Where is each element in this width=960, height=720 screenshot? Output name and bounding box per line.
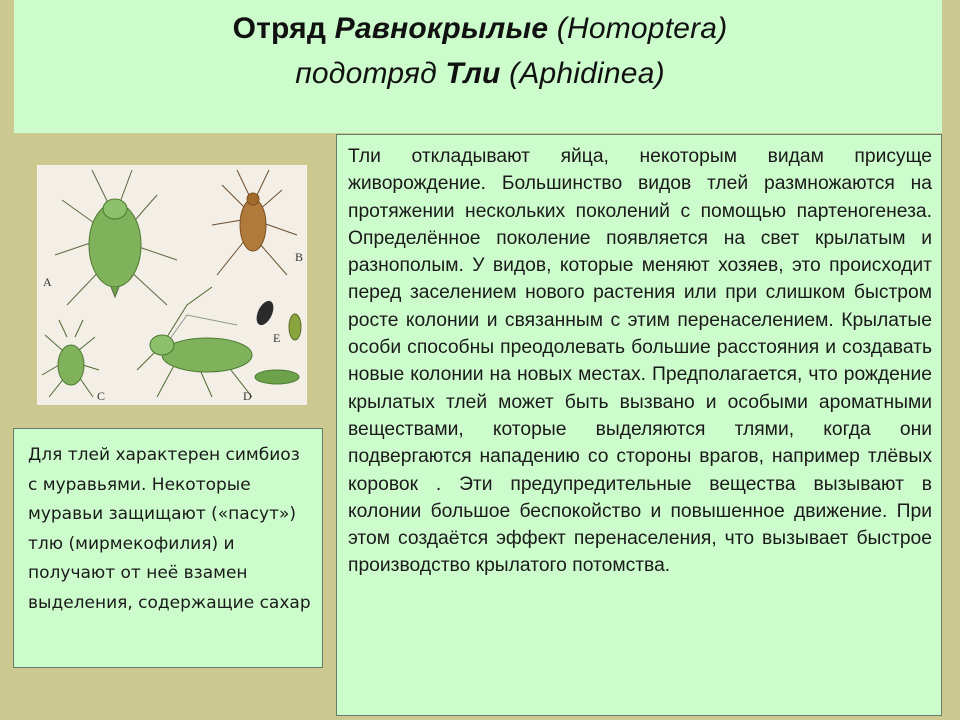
figure-label-a: A [43,275,52,289]
figure-label-b: B [295,250,304,264]
title-order-prefix: Отряд [232,12,327,45]
aphid-c-drawing [42,320,99,397]
title-order-latin: (Homoptera) [556,12,728,45]
aphid-a-drawing [55,170,177,305]
egg-green-drawing [289,314,301,340]
aphid-drawing [37,165,307,405]
figure-label-c: C [97,389,106,403]
title-line-2 [0,57,960,91]
side-text: Для тлей характерен симбиоз с муравьями. Некоторые муравьи защищают («пасут») тлю (мирмекофилия) и получают от неё взамен выделения, содержащие сахар [28,445,311,613]
side-text-panel [13,428,323,668]
title-line-1 [0,12,960,46]
title-suborder-name: Тли [445,57,501,90]
figure-label-e: E [273,331,281,345]
title-suborder-prefix: подотряд [295,57,437,90]
title-order-name: Равнокрылые [334,12,549,45]
main-text: Тли откладывают яйца, некоторым видам присуще живорождение. Большинство видов тлей размножаются на протяжении нескольких поколений с помощью партеногенеза. Определённое поколение появляется на свет крылатым и разнополым. У видов, которые меняют хозяев, это происходит перед заселением нового растения или при слишком быстром росте колонии и связанным с этим перенаселением. Крылатые особи способны преодолевать большие расстояния и создавать новые колонии на новых местах. Предполагается, что рождение крылатых тлей может быть вызвано и особыми ароматными веществами, которые выделяются тлями, когда они подвергаются нападению со стороны врагов, например тлёвых коровок . Эти предупредительные вещества вызывают в колонии большое беспокойство и повышенное движение. При этом создаётся эффект перенаселения, что вызывает быстрое производство крылатого потомства. [348,146,932,577]
egg-dark-drawing [253,298,277,327]
figure-label-d: D [243,389,252,403]
title-suborder-latin: (Aphidinea) [509,57,665,90]
aphid-b-drawing [212,170,297,275]
aphid-illustration [37,165,307,405]
main-text-panel [336,134,942,716]
